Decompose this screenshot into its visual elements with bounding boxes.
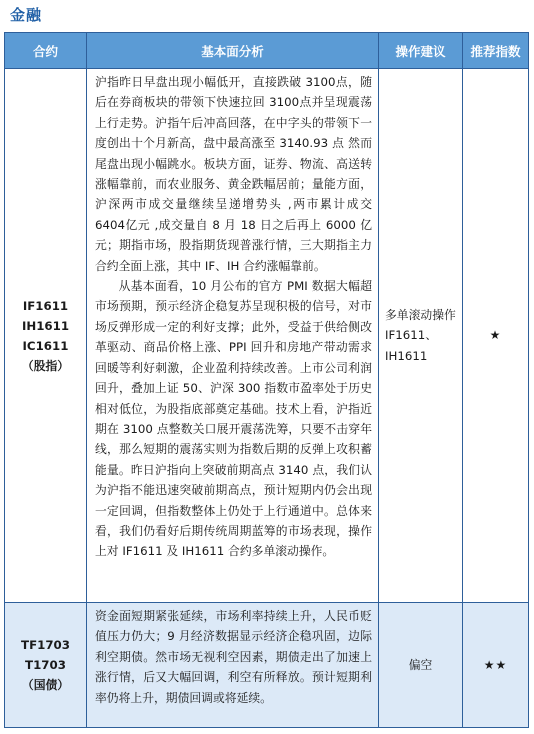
header-contract: 合约 [5,33,87,69]
rating-stars: ★ [463,69,529,603]
contract-code: IF1611 [22,298,69,313]
analysis-paragraph: 从基本面看，10 月公布的官方 PMI 数据大幅超市场预期，预示经济企稳复苏呈现积极的信号，对市场反弹形成一定的利好支撑；此外，受益于供给侧改革驱动、商品价格上涨、PPI 回升和房地产带动需求回暖等利好刺激，企业盈利持续改善。上市公司利润回升，叠加上证 50、沪深 300 指数市盈率处于历史相对低位，为股指底部奠定基础。技术上看，沪指近期在 3100 点整数关口展开震荡洗筹，只要不击穿年线，那么短期的震荡实则为指数后期的反弹上攻积蓄能量。昨日沪指向上突破前期高点 3140 点，我们认为沪指不能迅速突破前期高点，预计短期内仍会出现一定回调，但指数整体上仍处于上行通道中。总体来看，我们仍看好后期传统周期蓝筹的市场表现，操作上对 IF1611 及 IH1611 合约多单滚动操作。 [95,279,372,559]
section-title: 金融 [10,6,43,24]
advice-cell: 多单滚动操作 IF1611、IH1611 [379,69,463,603]
contract-category: （股指） [21,358,70,373]
contract-cell [5,69,87,603]
table-header-row [5,33,529,69]
contract-code: IC1611 [22,338,69,353]
advice-cell: 偏空 [379,603,463,728]
analysis-cell [87,69,379,603]
futures-table [4,32,529,728]
header-rating: 推荐指数 [463,33,529,69]
analysis-cell [87,603,379,728]
contract-code: IH1611 [21,318,70,333]
contract-category: （国债） [21,678,70,692]
analysis-paragraph: 沪指昨日早盘出现小幅低开，直接跌破 3100点，随后在券商板块的带领下快速拉回 3100点并呈现震荡上行走势。沪指午后冲高回落，在中字头的带领下一度创出十个月新高，盘中最高涨至 3140.93 点 然而尾盘出现小幅跳水。板块方面，证券、物流、高送转涨幅靠前，而农业服务、黄金跌幅居前；量能方面，沪深两市成交量继续呈递增势头 ,两市累计成交 6404亿元 ,成交量自 8 月 18 日之后再上 6000 亿元；期指市场，股指期货现普涨行情，三大期指主力合约全面上涨，其中 IF、IH 合约涨幅靠前。 [95,75,372,273]
header-analysis: 基本面分析 [87,33,379,69]
contract-cell [5,603,87,728]
table-row [5,69,529,603]
table-row [5,603,529,728]
header-advice: 操作建议 [379,33,463,69]
contract-code: T1703 [25,658,66,672]
rating-stars: ★★ [463,603,529,728]
contract-code: TF1703 [21,638,70,652]
analysis-paragraph: 资金面短期紧张延续，市场利率持续上升，人民币贬值压力仍大；9 月经济数据显示经济企稳巩固，边际利空期债。然市场无视利空因素，期债走出了加速上涨行情，后又大幅回调，利空有所释放。预计短期利率仍将上升，期债回调或将延续。 [95,609,372,705]
